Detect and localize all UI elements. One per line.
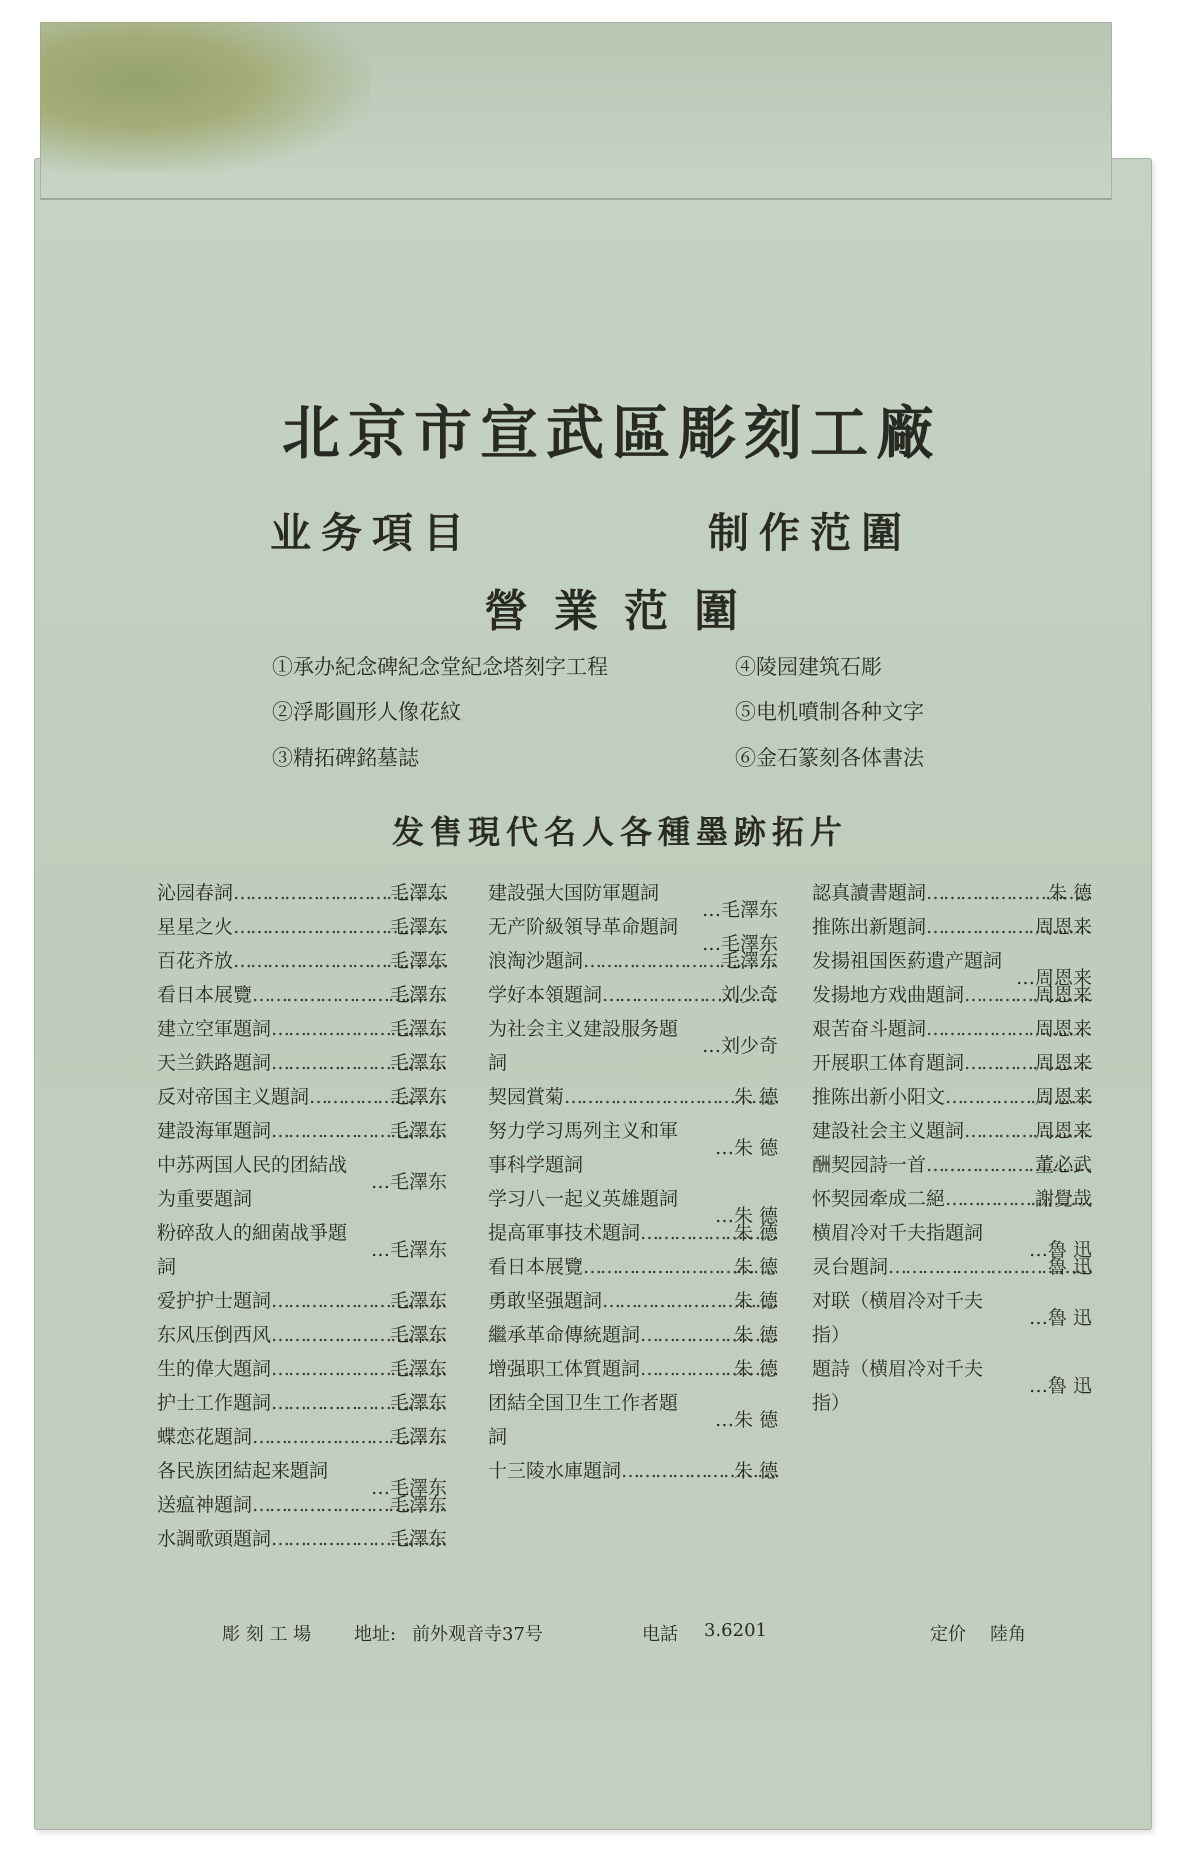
- list-item: [812, 1148, 1092, 1182]
- list-item: [488, 1216, 778, 1250]
- work-title: 百花齐放 …………………………………………………………………: [157, 944, 447, 978]
- work-title: 送瘟神題詞 …………………………………………………………………: [157, 1488, 447, 1522]
- work-author: 周恩来: [1034, 1018, 1092, 1040]
- work-title: 建設海軍題詞 …………………………………………………………………: [157, 1114, 447, 1148]
- footer-address-label: 地址:: [354, 1624, 397, 1645]
- list-item: [488, 1114, 778, 1182]
- work-title: 沁园春詞 …………………………………………………………………: [157, 876, 447, 910]
- work-author: … 周恩来: [1016, 961, 1092, 995]
- work-author: 毛澤东: [389, 1052, 447, 1074]
- work-author: 朱 德: [733, 1358, 778, 1380]
- list-item: [157, 1386, 447, 1420]
- footer-phone: 3.6201: [704, 1620, 767, 1641]
- list-item: [812, 1182, 1092, 1216]
- work-author: 周恩来: [1034, 984, 1092, 1006]
- list-item: [488, 1012, 778, 1080]
- sale-title: 发售現代名人各種墨跡拓片: [391, 813, 848, 851]
- work-title: 对联（横眉冷对千夫指）: [812, 1290, 984, 1346]
- work-title: 怀契园牽成二絕 …………………………………………………………………: [812, 1182, 1092, 1216]
- work-author: … 朱 德: [715, 1403, 778, 1437]
- heading-production-scope: 制作范圍: [708, 509, 912, 557]
- list-column-2: [488, 876, 778, 1488]
- work-author: 朱 德: [733, 1324, 778, 1346]
- list-item: [812, 1250, 1092, 1284]
- footer-phone-label: 电話: [642, 1624, 678, 1645]
- list-column-3: [812, 876, 1092, 1420]
- list-item: [157, 1284, 447, 1318]
- scope-item: ③精拓碑銘墓誌: [272, 746, 419, 770]
- list-item: [157, 1318, 447, 1352]
- work-title: 团結全国卫生工作者題詞: [488, 1392, 679, 1448]
- work-author: … 魯 迅: [1029, 1369, 1092, 1403]
- work-title: 粉碎敌人的細菌战爭題詞: [157, 1222, 348, 1278]
- work-title: 契园賞菊 …………………………………………………………………: [488, 1080, 778, 1114]
- work-author: … 朱 德: [715, 1199, 778, 1233]
- list-item: [812, 1352, 1092, 1420]
- footer-price-label: 定价: [930, 1624, 966, 1645]
- work-author: 毛澤东: [720, 950, 778, 972]
- work-title: 認真讀書題詞 …………………………………………………………………: [812, 876, 1092, 910]
- list-item: [157, 1522, 447, 1556]
- work-title: 东风压倒西风 …………………………………………………………………: [157, 1318, 447, 1352]
- work-title: 灵台題詞 …………………………………………………………………: [812, 1250, 1092, 1284]
- work-title: 水調歌頭題詞 …………………………………………………………………: [157, 1522, 447, 1556]
- work-title: 发揚地方戏曲題詞 …………………………………………………………………: [812, 978, 1092, 1012]
- work-author: 毛澤东: [389, 1358, 447, 1380]
- work-title: 看日本展覽 …………………………………………………………………: [157, 978, 447, 1012]
- subtitle-business-scope: 營業范圍: [484, 586, 764, 637]
- work-title: 建立空軍題詞 …………………………………………………………………: [157, 1012, 447, 1046]
- work-title: 开展职工体育題詞 …………………………………………………………………: [812, 1046, 1092, 1080]
- work-title: 学好本領題詞 …………………………………………………………………: [488, 978, 778, 1012]
- list-item: [157, 1012, 447, 1046]
- work-author: 周恩来: [1034, 1086, 1092, 1108]
- work-title: 題詩（横眉冷对千夫指）: [812, 1358, 984, 1414]
- work-author: 毛澤东: [389, 984, 447, 1006]
- work-title: 努力学习馬列主义和軍事科学題詞: [488, 1120, 679, 1176]
- list-item: [812, 1046, 1092, 1080]
- work-author: 朱 德: [733, 1460, 778, 1482]
- scope-item: ④陵园建筑石彫: [735, 655, 882, 679]
- work-author: 刘少奇: [720, 984, 778, 1006]
- list-item: [488, 876, 778, 921]
- work-title: 看日本展覽 …………………………………………………………………: [488, 1250, 778, 1284]
- work-author: 周恩来: [1034, 1052, 1092, 1074]
- list-item: [488, 1454, 778, 1488]
- work-title: 学习八一起义英雄題詞: [488, 1188, 679, 1210]
- work-author: 朱 德: [733, 1290, 778, 1312]
- page-title: 北京市宣武區彫刻工廠: [281, 399, 942, 467]
- work-author: 毛澤东: [389, 1018, 447, 1040]
- work-author: 朱 德: [733, 1222, 778, 1244]
- list-item: [488, 910, 778, 955]
- work-title: 爱护护士題詞 …………………………………………………………………: [157, 1284, 447, 1318]
- list-item: [488, 1386, 778, 1454]
- work-author: 毛澤东: [389, 916, 447, 938]
- list-item: [157, 1420, 447, 1454]
- list-item: [812, 1216, 1092, 1261]
- work-title: 为社会主义建設服务題詞: [488, 1018, 679, 1074]
- scope-item: ⑥金石篆刻各体書法: [735, 746, 924, 770]
- list-item: [157, 1488, 447, 1522]
- list-item: [488, 1250, 778, 1284]
- footer-price: 陸角: [990, 1624, 1026, 1645]
- work-title: 护士工作題詞 …………………………………………………………………: [157, 1386, 447, 1420]
- list-item: [488, 1284, 778, 1318]
- list-item: [488, 944, 778, 978]
- work-title: 蝶恋花題詞 …………………………………………………………………: [157, 1420, 447, 1454]
- work-author: 毛澤东: [389, 1290, 447, 1312]
- work-title: 勇敢坚强題詞 …………………………………………………………………: [488, 1284, 778, 1318]
- work-author: … 毛澤东: [702, 927, 778, 961]
- list-item: [812, 1080, 1092, 1114]
- list-item: [812, 910, 1092, 944]
- work-title: 繼承革命傳統題詞 …………………………………………………………………: [488, 1318, 778, 1352]
- list-item: [157, 1046, 447, 1080]
- work-author: 毛澤东: [389, 950, 447, 972]
- work-author: 朱 德: [733, 1256, 778, 1278]
- flap-stain: [40, 22, 370, 172]
- list-item: [488, 978, 778, 1012]
- work-author: 毛澤东: [389, 1392, 447, 1414]
- work-title: 增强职工体質題詞 …………………………………………………………………: [488, 1352, 778, 1386]
- list-item: [157, 1080, 447, 1114]
- work-author: 魯 迅: [1047, 1256, 1092, 1278]
- work-title: 推陈出新小阳文 …………………………………………………………………: [812, 1080, 1092, 1114]
- work-author: 謝覺哉: [1034, 1188, 1092, 1210]
- work-author: … 刘少奇: [702, 1029, 778, 1063]
- list-item: [488, 1182, 778, 1227]
- work-title: 浪淘沙題詞 …………………………………………………………………: [488, 944, 778, 978]
- work-title: 无产阶級領导革命題詞: [488, 916, 679, 938]
- work-title: 星星之火 …………………………………………………………………: [157, 910, 447, 944]
- work-author: … 毛澤东: [371, 1165, 447, 1199]
- list-item: [812, 1012, 1092, 1046]
- list-item: [157, 910, 447, 944]
- work-author: … 毛澤东: [371, 1471, 447, 1505]
- scope-item: ②浮彫圓形人像花紋: [272, 700, 461, 724]
- list-item: [812, 1284, 1092, 1352]
- work-title: 艰苦奋斗題詞 …………………………………………………………………: [812, 1012, 1092, 1046]
- list-item: [157, 1352, 447, 1386]
- work-author: 朱 德: [1047, 882, 1092, 904]
- work-title: 反对帝国主义題詞 …………………………………………………………………: [157, 1080, 447, 1114]
- heading-business-items: 业务項目: [270, 509, 474, 557]
- list-item: [812, 876, 1092, 910]
- scope-item: ⑤电机噴制各种文字: [735, 700, 924, 724]
- list-item: [488, 1080, 778, 1114]
- work-author: 毛澤东: [389, 1120, 447, 1142]
- list-item: [488, 1318, 778, 1352]
- list-item: [157, 1216, 447, 1284]
- work-author: … 魯 迅: [1029, 1233, 1092, 1267]
- work-author: 周恩来: [1034, 916, 1092, 938]
- list-item: [157, 1454, 447, 1499]
- work-author: … 毛澤东: [702, 893, 778, 927]
- work-title: 酬契园詩一首 …………………………………………………………………: [812, 1148, 1092, 1182]
- work-title: 各民族团結起来題詞: [157, 1460, 329, 1482]
- list-item: [157, 944, 447, 978]
- work-author: … 毛澤东: [371, 1233, 447, 1267]
- list-column-1: [157, 876, 447, 1556]
- work-title: 提高軍事技术題詞 …………………………………………………………………: [488, 1216, 778, 1250]
- list-item: [157, 1148, 447, 1216]
- work-author: 毛澤东: [389, 882, 447, 904]
- work-author: … 朱 德: [715, 1131, 778, 1165]
- work-author: 朱 德: [733, 1086, 778, 1108]
- work-author: 周恩来: [1034, 1120, 1092, 1142]
- work-title: 生的偉大題詞 …………………………………………………………………: [157, 1352, 447, 1386]
- work-author: 董必武: [1034, 1154, 1092, 1176]
- scope-item: ①承办紀念碑紀念堂紀念塔刻字工程: [272, 655, 608, 679]
- work-title: 推陈出新題詞 …………………………………………………………………: [812, 910, 1092, 944]
- work-title: 十三陵水庫題詞 …………………………………………………………………: [488, 1454, 778, 1488]
- list-item: [157, 978, 447, 1012]
- work-author: 毛澤东: [389, 1086, 447, 1108]
- list-item: [812, 1114, 1092, 1148]
- work-title: 横眉冷对千夫指題詞: [812, 1222, 984, 1244]
- list-item: [812, 978, 1092, 1012]
- work-author: … 魯 迅: [1029, 1301, 1092, 1335]
- work-author: 毛澤东: [389, 1426, 447, 1448]
- list-item: [157, 1114, 447, 1148]
- list-item: [812, 944, 1092, 989]
- work-title: 建設强大国防軍題詞: [488, 882, 660, 904]
- work-title: 中苏两国人民的团結战为重要題詞: [157, 1154, 348, 1210]
- footer-address: 前外观音寺37号: [412, 1624, 543, 1645]
- work-title: 天兰鉄路題詞 …………………………………………………………………: [157, 1046, 447, 1080]
- list-item: [488, 1352, 778, 1386]
- list-item: [157, 876, 447, 910]
- work-title: 发揚祖国医葯遺产題詞: [812, 950, 1003, 972]
- work-author: 毛澤东: [389, 1494, 447, 1516]
- work-author: 毛澤东: [389, 1528, 447, 1550]
- footer-factory: 彫 刻 工 場: [222, 1624, 312, 1645]
- work-author: 毛澤东: [389, 1324, 447, 1346]
- work-title: 建設社会主义題詞 …………………………………………………………………: [812, 1114, 1092, 1148]
